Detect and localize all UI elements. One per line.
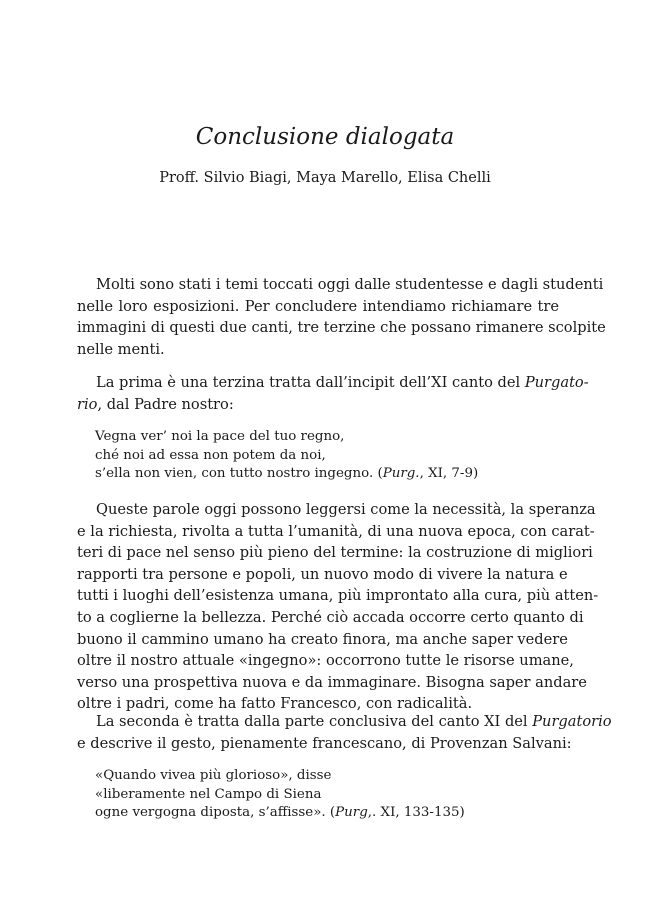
italic-run: Purgatorio	[532, 713, 612, 730]
text-line: nelle menti.	[77, 340, 165, 358]
paragraph-second-tercet	[77, 711, 612, 754]
italic-run: Purgato-	[524, 374, 589, 391]
text-line: nelle loro esposizioni. Per concludere intendiamo richiamare tre	[77, 297, 559, 315]
text-run: , dal Padre nostro:	[97, 395, 234, 413]
text-line: oltre il nostro attuale «ingegno»: occorrono tutte le risorse umane,	[77, 652, 574, 670]
text-line: to a coglierne la bellezza. Perché ciò accada occorre certo quanto di	[77, 608, 584, 626]
text-line: verso una prospettiva nuova e da immaginare. Bisogna saper andare	[77, 673, 587, 691]
text-line: tutti i luoghi dell’esistenza umana, più improntato alla cura, più atten-	[77, 587, 599, 605]
text-run: s’ella non vien, con tutto nostro ingegno. (	[95, 466, 383, 481]
verse-line: «Quando vivea più glorioso», disse	[95, 768, 332, 783]
verse-line	[95, 804, 465, 823]
paragraph-first-tercet	[77, 372, 589, 415]
text-run: La seconda è tratta dalla parte conclusiva del canto XI del	[96, 713, 533, 730]
italic-run: Purg	[335, 805, 368, 820]
text-line: Queste parole oggi possono leggersi come la necessità, la speranza	[96, 501, 596, 518]
text-line: e descrive il gesto, pienamente francescano, di Provenzan Salvani:	[77, 734, 572, 752]
text-line	[77, 711, 612, 733]
verse-line: Vegna ver’ noi la pace del tuo regno,	[95, 429, 345, 444]
text-run: , XI, 7-9)	[419, 466, 479, 481]
text-line: rapporti tra persone e popoli, un nuovo modo di vivere la natura e	[77, 565, 568, 583]
verse-line: ché noi ad essa non potem da noi,	[95, 447, 326, 463]
text-run: ogne vergogna diposta, s’affisse». (	[95, 805, 336, 820]
text-line: teri di pace nel senso più pieno del termine: la costruzione di migliori	[77, 544, 593, 562]
verse-line	[95, 465, 478, 484]
verse-line: «liberamente nel Campo di Siena	[95, 786, 322, 802]
text-line: Molti sono stati i temi toccati oggi dalle studentesse e dagli studenti	[96, 276, 604, 293]
text-line	[77, 372, 589, 394]
text-line: immagini di questi due canti, tre terzine che possano rimanere scolpite	[77, 319, 606, 337]
text-line	[77, 394, 559, 416]
paragraph-intro	[77, 274, 606, 360]
page-title: Conclusione dialogata	[195, 124, 455, 150]
italic-run: Purg.	[382, 466, 420, 481]
authors-line: Proff. Silvio Biagi, Maya Marello, Elisa Chelli	[159, 170, 491, 186]
text-run: La prima è una terzina tratta dall’incipit dell’XI canto del	[96, 374, 525, 391]
text-line: oltre i padri, come ha fatto Francesco, con radicalità.	[77, 695, 473, 713]
paragraph-commentary	[77, 499, 599, 715]
text-line: buono il cammino umano ha creato finora, ma anche saper vedere	[77, 630, 568, 648]
verse-quote-2	[95, 767, 465, 823]
text-run: ,. XI, 133-135)	[367, 805, 465, 820]
verse-quote-1	[95, 428, 478, 484]
text-line: e la richiesta, rivolta a tutta l’umanità, di una nuova epoca, con carat-	[77, 522, 595, 540]
italic-run: rio	[77, 395, 98, 413]
